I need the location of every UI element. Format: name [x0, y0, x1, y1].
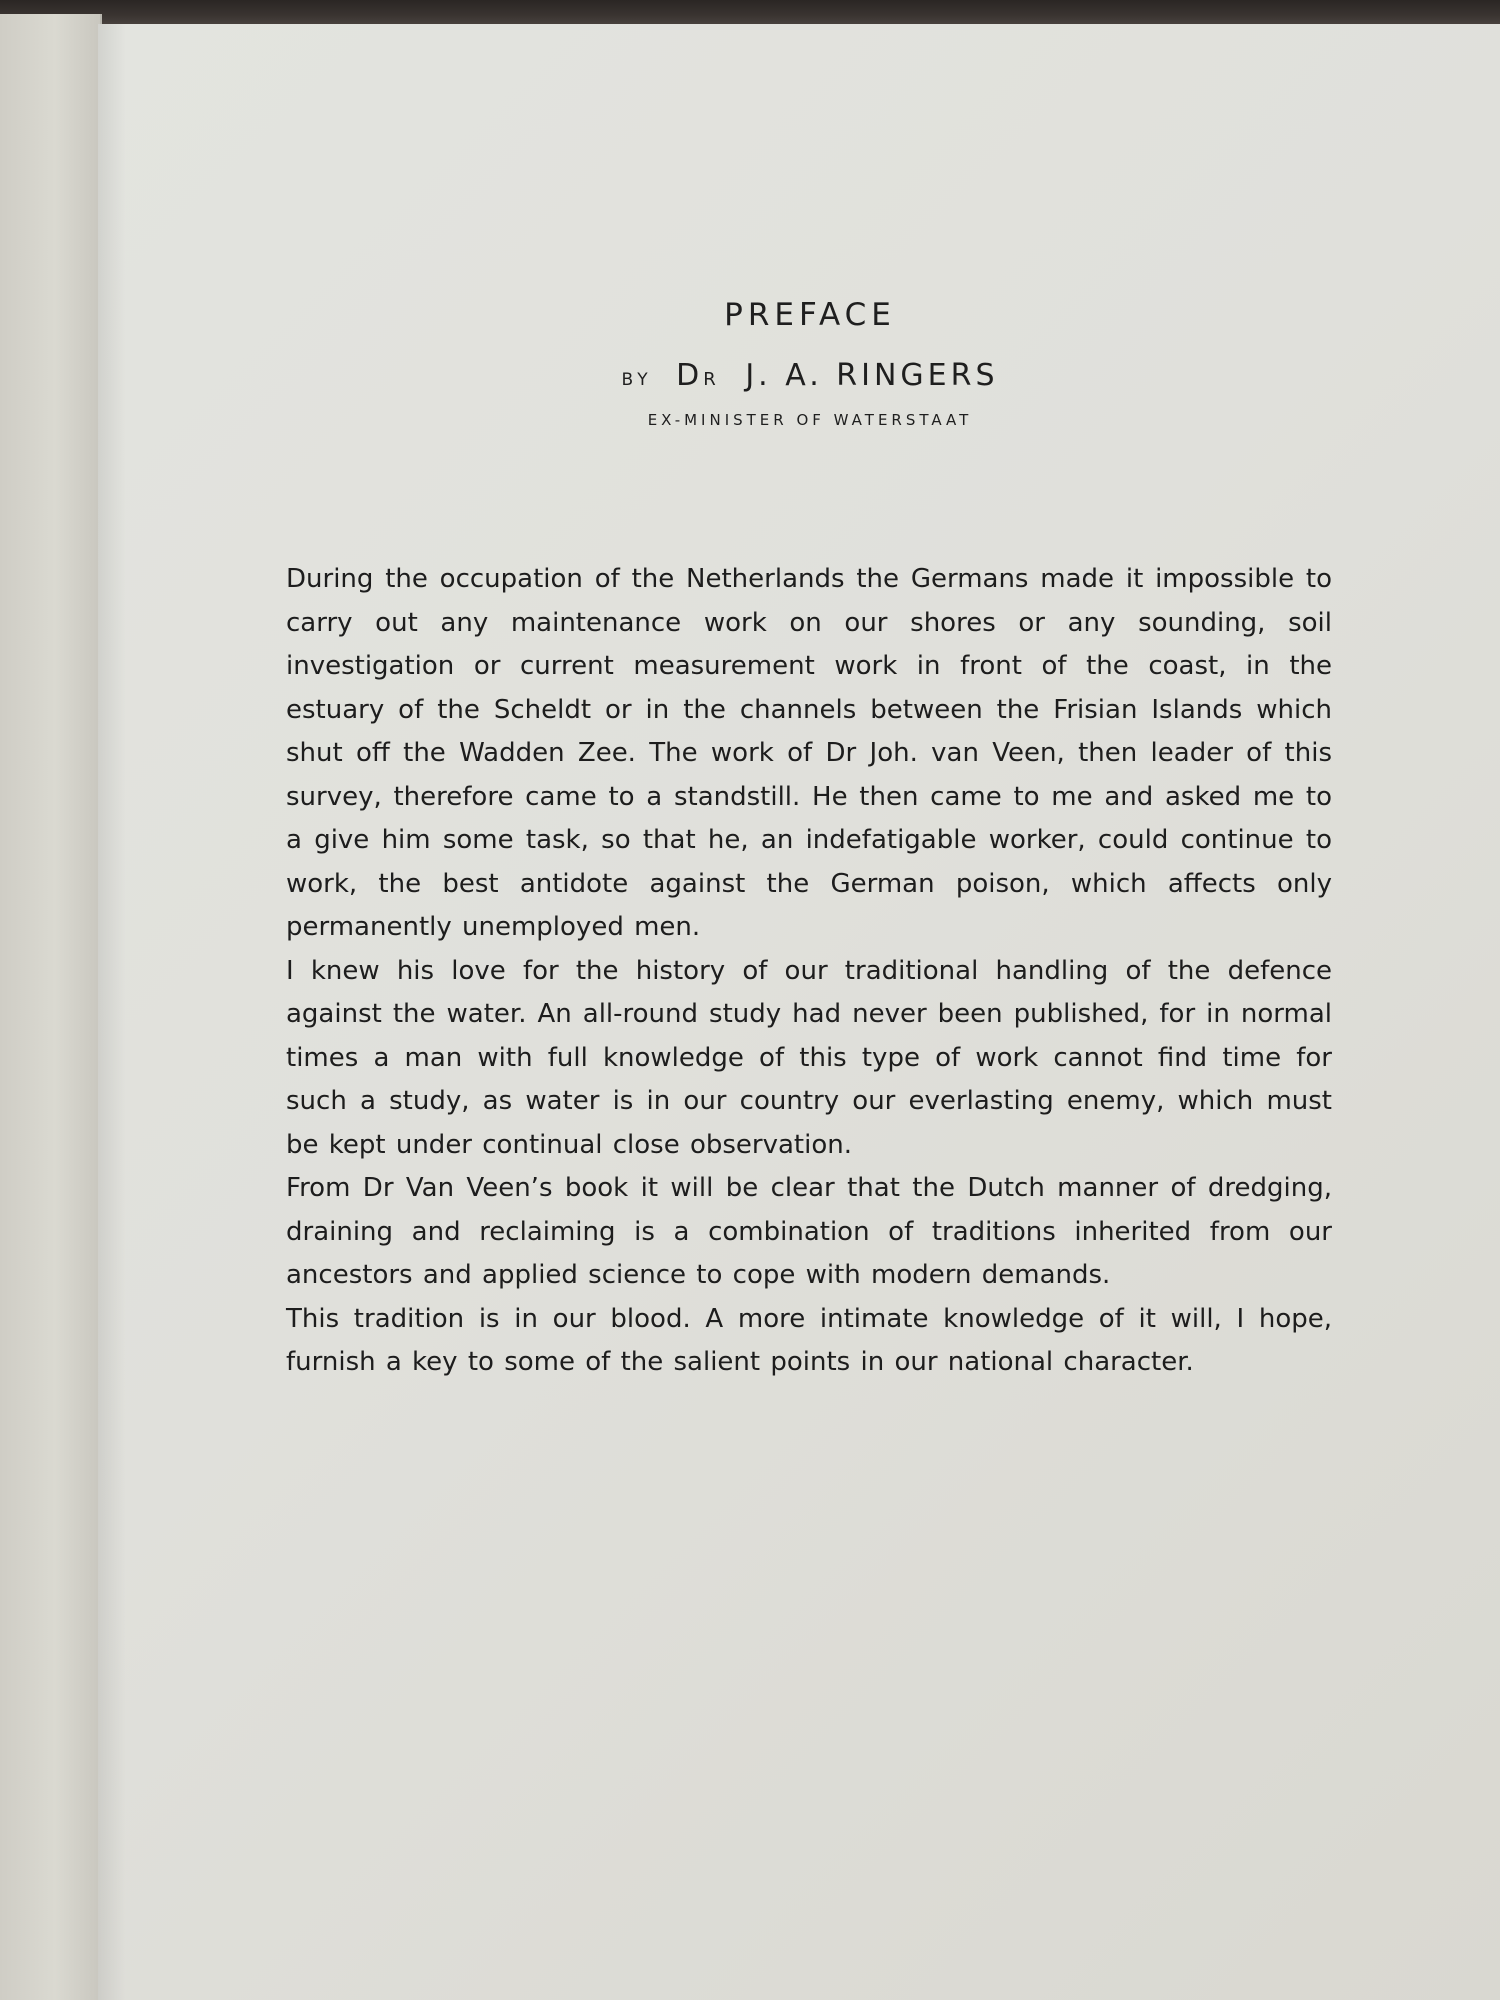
paragraph-2: I knew his love for the history of our traditional handling of the defence against the water. An all-round study had never been published, for in normal times a man with full knowledge of this type of work cannot find time for such a study, as water is in our country our everlasting enemy, which must be kept under continual close observation.	[286, 955, 1332, 1160]
author-title-first: D	[676, 358, 704, 393]
author-name: J. A. RINGERS	[745, 358, 999, 393]
paragraph-4: This tradition is in our blood. A more intimate knowledge of it will, I hope, furnish a key to some of the salient points in our national character.	[286, 1303, 1332, 1377]
author-byline	[290, 358, 1330, 393]
paragraph-1: During the occupation of the Netherlands the Germans made it impossible to carry out any maintenance work on our shores or any sounding, soil investigation or current measurement work in front of the coast, in the estuary of the Scheldt or in the channels between the Frisian Islands which shut off the Wadden Zee. The work of Dr Joh. van Veen, then leader of this survey, therefore came to a standstill. He then came to me and asked me to a give him some task, so that he, an indefatigable worker, could continue to work, the best antidote against the German poison, which affects only permanently unemployed men.	[286, 564, 1332, 942]
left-page-edge	[0, 14, 102, 2000]
author-title-second: R	[703, 369, 720, 390]
preface-body	[286, 558, 1332, 1385]
preface-heading	[290, 297, 1330, 429]
page-gutter-shadow	[98, 24, 126, 2000]
author-position: EX-MINISTER OF WATERSTAAT	[647, 411, 973, 429]
byline-prefix: BY	[621, 370, 653, 390]
paragraph-3: From Dr Van Veen’s book it will be clear that the Dutch manner of dredging, draining and reclaiming is a combination of traditions inherited from our ancestors and applied science to cope with modern demands.	[286, 1173, 1332, 1290]
page-title: PREFACE	[724, 297, 896, 333]
book-top-edge	[0, 0, 1500, 26]
